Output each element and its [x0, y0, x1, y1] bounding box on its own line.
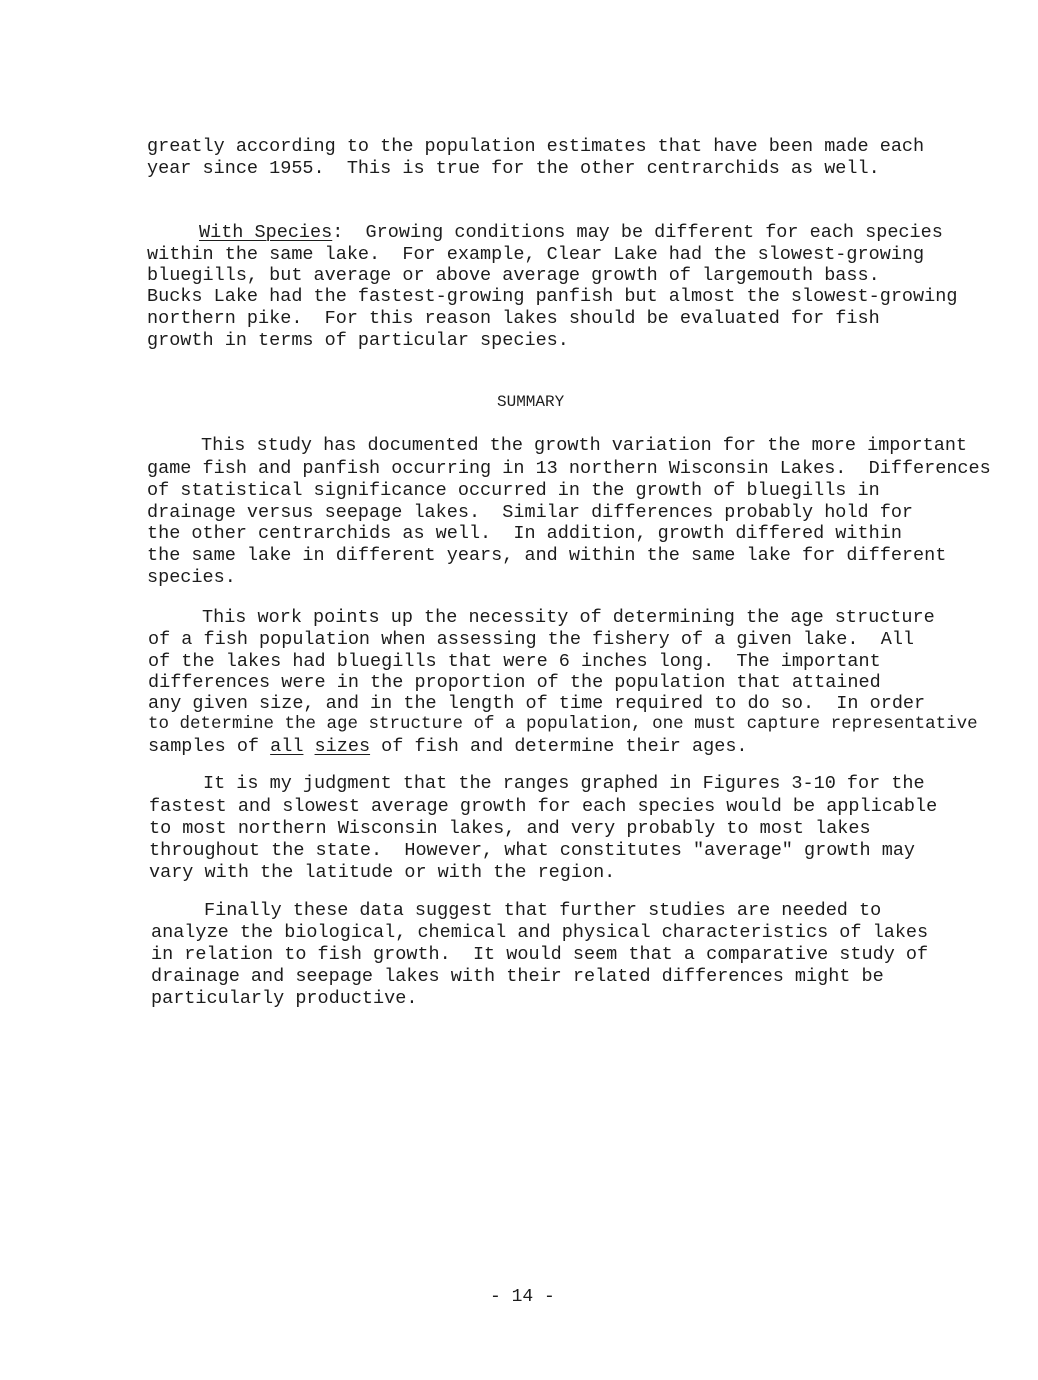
with-species-heading: With Species — [199, 222, 333, 243]
summary-p1-line-7: species. — [147, 567, 236, 588]
summary-heading: SUMMARY — [497, 393, 565, 411]
with-species-line-4: Bucks Lake had the fastest-growing panfish but almost the slowest-growing — [147, 286, 958, 307]
intro-line-2: year since 1955. This is true for the other centrarchids as well. — [147, 158, 880, 179]
summary-p3-line-1: It is my judgment that the ranges graphed in Figures 3-10 for the — [203, 773, 925, 794]
summary-p4-line-3: in relation to fish growth. It would seem that a comparative study of — [151, 944, 929, 965]
summary-p2-line-7-space — [303, 736, 314, 757]
summary-p4-line-5: particularly productive. — [151, 988, 418, 1009]
summary-p1-line-1: This study has documented the growth variation for the more important — [201, 435, 968, 456]
summary-p4-line-4: drainage and seepage lakes with their related differences might be — [151, 966, 884, 987]
page-number: - 14 - — [490, 1287, 555, 1307]
summary-p2-line-3: of the lakes had bluegills that were 6 inches long. The important — [148, 651, 881, 672]
summary-p1-line-5: the other centrarchids as well. In addition, growth differed within — [147, 523, 902, 544]
with-species-line-6: growth in terms of particular species. — [147, 330, 569, 351]
underlined-all: all — [270, 736, 304, 757]
summary-p3-line-3: to most northern Wisconsin lakes, and very probably to most lakes — [149, 818, 871, 839]
with-species-line-2: within the same lake. For example, Clear Lake had the slowest-growing — [147, 244, 925, 265]
summary-p2-line-7 — [148, 736, 748, 757]
summary-p1-line-3: of statistical significance occurred in the growth of bluegills in — [147, 480, 880, 501]
with-species-line-3: bluegills, but average or above average growth of largemouth bass. — [147, 265, 880, 286]
with-species-first-line — [199, 222, 943, 243]
with-species-line-5: northern pike. For this reason lakes should be evaluated for fish — [147, 308, 880, 329]
summary-p3-line-5: vary with the latitude or with the region. — [149, 862, 616, 883]
summary-p1-line-2: game fish and panfish occurring in 13 northern Wisconsin Lakes. Differences — [147, 458, 991, 479]
summary-p2-line-6: to determine the age structure of a population, one must capture representative — [148, 714, 978, 734]
summary-p3-line-4: throughout the state. However, what constitutes "average" growth may — [149, 840, 916, 861]
summary-p3-line-2: fastest and slowest average growth for each species would be applicable — [149, 796, 938, 817]
with-species-line-1-rest: : Growing conditions may be different for each species — [332, 222, 943, 243]
summary-p2-line-2: of a fish population when assessing the fishery of a given lake. All — [148, 629, 915, 650]
summary-p4-line-2: analyze the biological, chemical and physical characteristics of lakes — [151, 922, 929, 943]
summary-p2-line-1: This work points up the necessity of determining the age structure — [202, 607, 935, 628]
intro-line-1: greatly according to the population estimates that have been made each — [147, 136, 925, 157]
summary-p2-line-7-start: samples of — [148, 736, 271, 757]
summary-p4-line-1: Finally these data suggest that further studies are needed to — [204, 900, 882, 921]
summary-p1-line-4: drainage versus seepage lakes. Similar differences probably hold for — [147, 502, 914, 523]
summary-p2-line-5: any given size, and in the length of time required to do so. In order — [148, 693, 926, 714]
underlined-sizes: sizes — [314, 736, 371, 757]
summary-p2-line-4: differences were in the proportion of the population that attained — [148, 672, 881, 693]
summary-p2-line-7-end: of fish and determine their ages. — [370, 736, 748, 757]
summary-p1-line-6: the same lake in different years, and within the same lake for different — [147, 545, 947, 566]
